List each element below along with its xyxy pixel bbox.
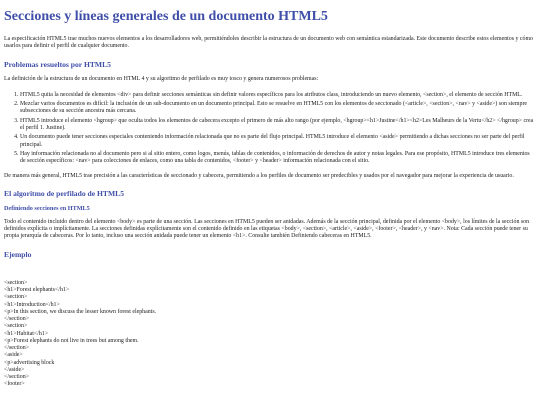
code-line: </section> [4,316,29,322]
problems-heading: Problemas resueltos por HTML5 [4,59,111,69]
code-line: <aside> [4,352,23,359]
code-line: <h1>Forest elephants</h1> [4,287,70,293]
problems-list-item: 1. HTML5 quita la necesidad de elementos <div> para definir secciones semánticas sin definir valores específicos para los atributos class, introduciendo un nuevo elemento, <section>, el elemento de sección HTML. [20,92,536,99]
problems-list [4,92,536,166]
code-line: <p>In this section, we discuss the lesser known forest elephants. [4,308,157,315]
algorithm-subheading: Definiendo secciones en HTML5 [4,204,90,212]
code-line: <footer> [4,381,25,388]
code-line: <section> [4,294,28,301]
code-line: </aside> [4,366,25,373]
problems-closing: De manera más general, HTML5 trae precisión a las características de seccionado y cabecera, permitiendo a los perfiles de documento ser predecibles y usados por el navegador para mejorar la experiencia de usuario. [4,172,514,179]
problems-list-item: 2. Mezclar varios documentos es difícil: la inclusión de un sub-documento en un documento principal. Esto se resuelve en HTML5 con los elementos de seccionado (<article>, <section>, <nav> y <aside>) son siempre subsecciones de su sección ancestra más cercana. [20,101,536,116]
code-line: <section> [4,323,28,330]
problems-list-item: 3. HTML5 introduce el elemento <hgroup> que oculta todos los elementos de cabecera excepto el primero de más alto rango (por ejemplo, <hgroup><h1>Justine</h1><h2>Les Malheurs de la Vertu</h2> </hgroup> crea el perfil 1. Justine). [20,118,536,133]
algorithm-heading: El algoritmo de perfilado de HTML5 [4,188,125,198]
code-line: <p>Forest elephants do not live in trees but among them. [4,337,139,344]
problems-list-item: 4. Un documento puede tener secciones especiales conteniendo información relacionada que no es parte del flujo principal. HTML5 introduce el elemento <aside> permitiendo a dichas secciones no ser parte del perfil principal. [20,134,536,149]
page-title: Secciones y líneas generales de un documento HTML5 [4,9,328,24]
code-line: <p>advertising block [4,359,55,366]
code-line: <h1>Introduction</h1> [4,301,60,308]
code-line: <h1>Habitat</h1> [4,330,49,337]
example-heading: Ejemplo [4,249,32,259]
problems-lead: La definición de la estructura de un documento en HTML 4 y su algoritmo de perfilado es muy tosco y genera numerosos problemas: [4,75,319,82]
algorithm-text: Todo el contenido incluido dentro del elemento <body> es parte de una sección. Las secciones en HTML5 pueden ser anidadas. Además de la sección principal, definida por el elemento <body>, los límites de la sección son definidos explícita o implícitamente. La secciones definidas explícitamente son el contenido definido en las etiquetas <body>, <section>, <article>, <aside>, <footer>, <header>, y <nav>. Nota: Cada sección puede tener su propia jerarquía de cabeceras. Por lo tanto, incluso una sección anidada puede tener un elemento <h1>. Consulte también Definiendo cabeceras en HTML5. [4,218,530,240]
example-code-block [4,280,536,389]
problems-list-item: 5. Hay información relacionada no al documento pero si al sitio entero, como logos, menús, tablas de contenidos, o información de derechos de autor y notas legales. Para ese propósito, HTML5 introduce tres elementos de sección específicos: <nav> para colecciones de enlaces, como una tabla de contenidos, <footer> y <header> información relacionada con el sitio. [20,151,536,166]
code-line: </section> [4,374,29,380]
code-line: </section> [4,345,29,351]
code-line: <section> [4,279,28,286]
intro-paragraph: La especificación HTML5 trae muchos nuevos elementos a los desarrolladores web, permitiéndoles describir la estructura de un documento web con semántica estandarizada. Este documento describe estos elementos y cómo usarlos para definir el perfil de cualquier documento. [4,36,533,50]
